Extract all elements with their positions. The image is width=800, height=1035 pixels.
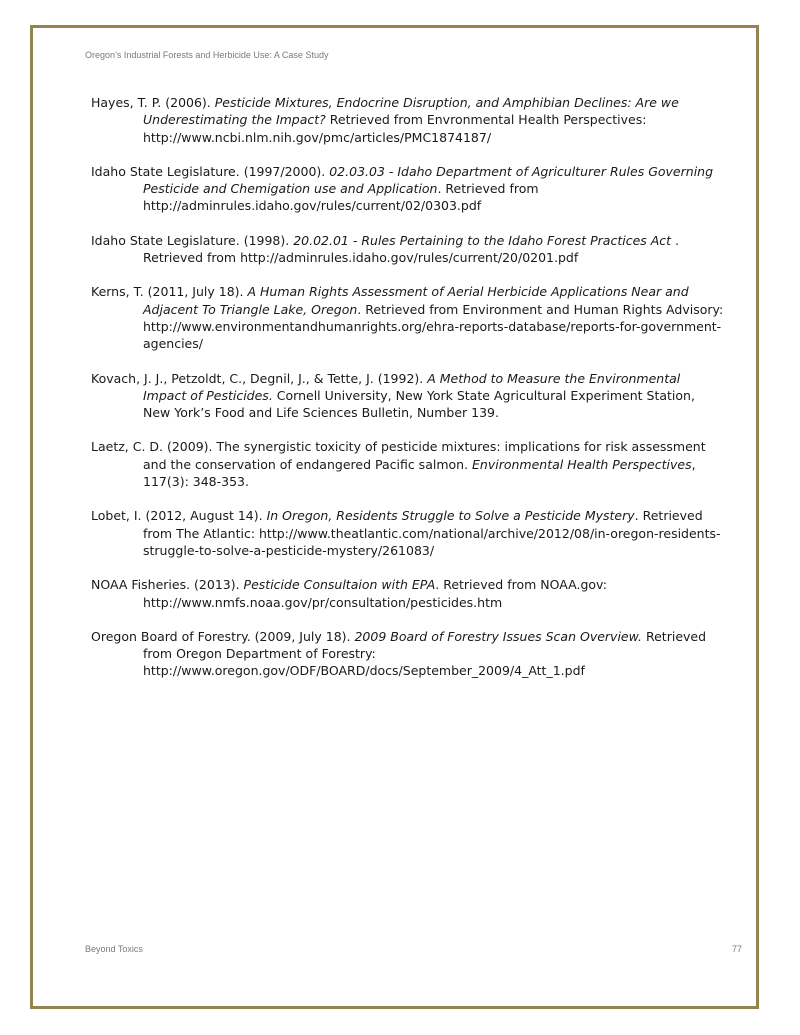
running-header: Oregon’s Industrial Forests and Herbicide Use: A Case Study bbox=[85, 50, 329, 60]
reference-title: In Oregon, Residents Struggle to Solve a Pesticide Mystery bbox=[266, 508, 635, 524]
reference-authors-date: Lobet, I. (2012, August 14). bbox=[91, 508, 267, 524]
reference-source: . Retrieved from NOAA.gov: http://www.nmfs.noaa.gov/pr/consultation/pesticides.htm bbox=[143, 577, 607, 610]
reference-source: . Retrieved from http://adminrules.idaho.gov/rules/current/20/0201.pdf bbox=[143, 232, 680, 266]
reference-title: Pesticide Consultaion with EPA bbox=[243, 577, 436, 593]
reference-entry-idaho-1997 bbox=[91, 163, 726, 215]
reference-source: Cornell University, New York State Agricultural Experiment Station, New York’s Food and Life Sciences Bulletin, Number 139. bbox=[143, 387, 695, 421]
page-number: 77 bbox=[731, 944, 742, 954]
reference-entry-laetz bbox=[91, 438, 726, 490]
page-frame bbox=[30, 25, 759, 1009]
reference-source: Retrieved from Envronmental Health Perspectives: http://www.ncbi.nlm.nih.gov/pmc/articles/PMC1874187/ bbox=[143, 112, 647, 145]
reference-authors-date: Kerns, T. (2011, July 18). bbox=[91, 284, 248, 300]
reference-title: A Method to Measure the Environmental Impact of Pesticides. bbox=[143, 370, 681, 403]
reference-title: 2009 Board of Forestry Issues Scan Overview. bbox=[354, 628, 643, 644]
footer-publisher: Beyond Toxics bbox=[85, 944, 143, 954]
reference-source: Retrieved from Oregon Department of Forestry: http://www.oregon.gov/ODF/BOARD/docs/September_2009/4_Att_1.pdf bbox=[143, 628, 707, 679]
reference-authors-date: Idaho State Legislature. (1998). bbox=[91, 232, 294, 248]
reference-entry-lobet bbox=[91, 507, 726, 559]
reference-list bbox=[91, 94, 726, 697]
reference-entry-oregon-bof bbox=[91, 628, 726, 680]
reference-authors-date: Laetz, C. D. (2009). The synergistic toxicity of pesticide mixtures: implications for risk assessment and the conservation of endangered Pacific salmon. bbox=[91, 439, 706, 472]
reference-authors-date: Kovach, J. J., Petzoldt, C., Degnil, J., & Tette, J. (1992). bbox=[91, 370, 428, 386]
reference-title: 02.03.03 - Idaho Department of Agriculturer Rules Governing Pesticide and Chemigation use and Application bbox=[143, 163, 714, 197]
reference-entry-kerns bbox=[91, 283, 726, 352]
reference-title: A Human Rights Assessment of Aerial Herbicide Applications Near and Adjacent To Triangle Lake, Oregon bbox=[143, 284, 689, 317]
reference-title: 20.02.01 - Rules Pertaining to the Idaho Forest Practices Act bbox=[293, 232, 672, 248]
reference-source: . Retrieved from Environment and Human Rights Advisory: http://www.environmentandhumanrights.org/ehra-reports-database/reports-for-government-agencies/ bbox=[143, 301, 724, 352]
reference-journal: Environmental Health Perspectives bbox=[472, 456, 692, 472]
reference-source: . Retrieved from http://adminrules.idaho.gov/rules/current/02/0303.pdf bbox=[143, 181, 539, 214]
reference-title: Pesticide Mixtures, Endocrine Disruption, and Amphibian Declines: Are we Underestimating the Impact? bbox=[143, 95, 679, 128]
reference-source: , 117(3): 348-353. bbox=[143, 456, 696, 490]
reference-entry-hayes bbox=[91, 94, 726, 146]
reference-authors-date: NOAA Fisheries. (2013). bbox=[91, 577, 244, 593]
reference-entry-idaho-1998 bbox=[91, 232, 726, 267]
reference-authors-date: Hayes, T. P. (2006). bbox=[91, 95, 215, 110]
reference-entry-kovach bbox=[91, 370, 726, 422]
reference-authors-date: Oregon Board of Forestry. (2009, July 18). bbox=[91, 628, 355, 644]
reference-entry-noaa bbox=[91, 576, 726, 611]
reference-authors-date: Idaho State Legislature. (1997/2000). bbox=[91, 163, 330, 179]
reference-source: . Retrieved from The Atlantic: http://www.theatlantic.com/national/archive/2012/08/in-oregon-residents-struggle-to-solve-a-pesticide-mystery/261083/ bbox=[143, 508, 721, 558]
